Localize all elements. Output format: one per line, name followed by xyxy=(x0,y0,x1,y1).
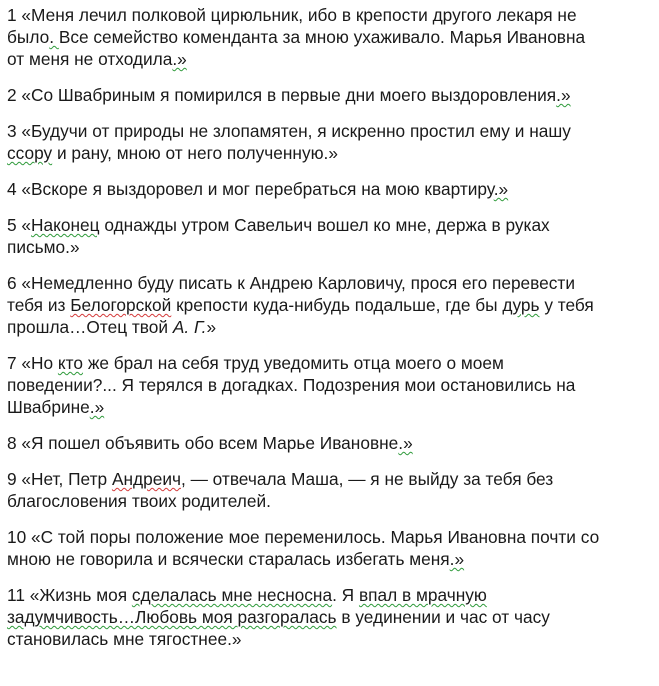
text-run: крепости куда-нибудь подальше, где бы xyxy=(171,295,503,315)
text-line xyxy=(7,396,657,418)
text-run: 3 «Будучи от природы не злопамятен, я искренно простил ему и нашу xyxy=(7,121,571,141)
text-line xyxy=(7,584,657,606)
text-run: поведении?... Я терялся в догадках. Подозрения мои остановились на xyxy=(7,375,576,395)
quote-paragraph xyxy=(7,178,657,200)
text-run: мною не говорила и всячески старалась избегать меня xyxy=(7,549,450,569)
text-run: было xyxy=(7,27,50,47)
text-run: благословения твоих родителей. xyxy=(7,491,271,511)
grammar-mark: .» xyxy=(89,397,105,417)
spelling-error-mark: Белогорской xyxy=(70,295,172,315)
text-line xyxy=(7,628,657,650)
text-line xyxy=(7,352,657,374)
quote-paragraph xyxy=(7,352,657,418)
grammar-mark: Наконец xyxy=(31,215,100,235)
text-line xyxy=(7,142,657,164)
text-run: Все семейство коменданта за мною ухаживало. Марья Ивановна xyxy=(58,27,586,47)
grammar-mark: задумчивость…Любовь моя разгоралась xyxy=(7,607,337,627)
grammar-mark: .» xyxy=(556,85,571,105)
grammar-mark: .» xyxy=(398,433,413,453)
grammar-mark: .» xyxy=(493,179,509,199)
text-run: 1 «Меня лечил полковой цирюльник, ибо в крепости другого лекаря не xyxy=(7,5,577,25)
text-run: . Я xyxy=(332,585,359,605)
text-run: в уединении и час от часу xyxy=(336,607,550,627)
text-run: 2 «Со Швабриным я помирился в первые дни моего выздоровления xyxy=(7,85,557,105)
grammar-mark: .» xyxy=(172,49,187,69)
text-run: от меня не отходила xyxy=(7,49,173,69)
text-run: письмо.» xyxy=(7,237,80,257)
text-run: 7 «Но xyxy=(7,353,58,373)
grammar-mark: дурь xyxy=(502,295,540,315)
grammar-mark: кто xyxy=(57,353,84,373)
text-line xyxy=(7,468,657,490)
text-line xyxy=(7,4,657,26)
text-run: прошла…Отец твой xyxy=(7,317,173,337)
text-line xyxy=(7,48,657,70)
text-run: однажды утром Савельич вошел ко мне, держа в руках xyxy=(99,215,550,235)
quote-paragraph xyxy=(7,4,657,70)
grammar-mark: впал в мрачную xyxy=(358,585,487,605)
text-run: 5 « xyxy=(7,215,32,235)
text-run: и рану, мною от него полученную.» xyxy=(52,143,338,163)
quote-paragraph xyxy=(7,272,657,338)
paragraph-list xyxy=(7,4,657,650)
text-run: 11 «Жизнь моя xyxy=(7,585,132,605)
text-run: , — отвечала Маша, — я не выйду за тебя без xyxy=(180,469,554,489)
text-line xyxy=(7,26,657,48)
text-run: 9 «Нет, Петр xyxy=(7,469,112,489)
text-line xyxy=(7,490,657,512)
quote-paragraph xyxy=(7,526,657,570)
text-line xyxy=(7,316,657,338)
text-run: 4 «Вскоре я выздоровел и мог перебраться на мою квартиру xyxy=(7,179,494,199)
grammar-mark: .» xyxy=(449,549,465,569)
quote-document xyxy=(7,4,657,664)
quote-paragraph xyxy=(7,84,657,106)
text-line xyxy=(7,432,657,454)
text-run: у тебя xyxy=(539,295,594,315)
text-run: А. Г. xyxy=(172,317,207,337)
text-line xyxy=(7,84,657,106)
text-line xyxy=(7,606,657,628)
quote-paragraph xyxy=(7,468,657,512)
text-run: становилась мне тягостнее.» xyxy=(7,629,242,649)
grammar-mark: сделалась мне несносна xyxy=(131,585,333,605)
quote-paragraph xyxy=(7,584,657,650)
grammar-mark: . xyxy=(49,27,59,47)
quote-paragraph xyxy=(7,214,657,258)
text-line xyxy=(7,526,657,548)
text-line xyxy=(7,294,657,316)
grammar-mark: ссору xyxy=(7,143,53,163)
quote-paragraph xyxy=(7,120,657,164)
text-line xyxy=(7,236,657,258)
text-line xyxy=(7,374,657,396)
text-run: 10 «С той поры положение мое переменилось. Марья Ивановна почти со xyxy=(7,527,600,547)
spelling-error-mark: Андреич xyxy=(111,469,181,489)
text-run: же брал на себя труд уведомить отца моего о моем xyxy=(83,353,504,373)
text-run: » xyxy=(206,317,217,337)
text-run: 8 «Я пошел объявить обо всем Марье Ивановне xyxy=(7,433,399,453)
text-line xyxy=(7,272,657,294)
text-run: Швабрине xyxy=(7,397,90,417)
text-line xyxy=(7,214,657,236)
text-line xyxy=(7,120,657,142)
quote-paragraph xyxy=(7,432,657,454)
text-run: 6 «Немедленно буду писать к Андрею Карловичу, прося его перевести xyxy=(7,273,575,293)
text-line xyxy=(7,178,657,200)
text-run: тебя из xyxy=(7,295,71,315)
text-line xyxy=(7,548,657,570)
